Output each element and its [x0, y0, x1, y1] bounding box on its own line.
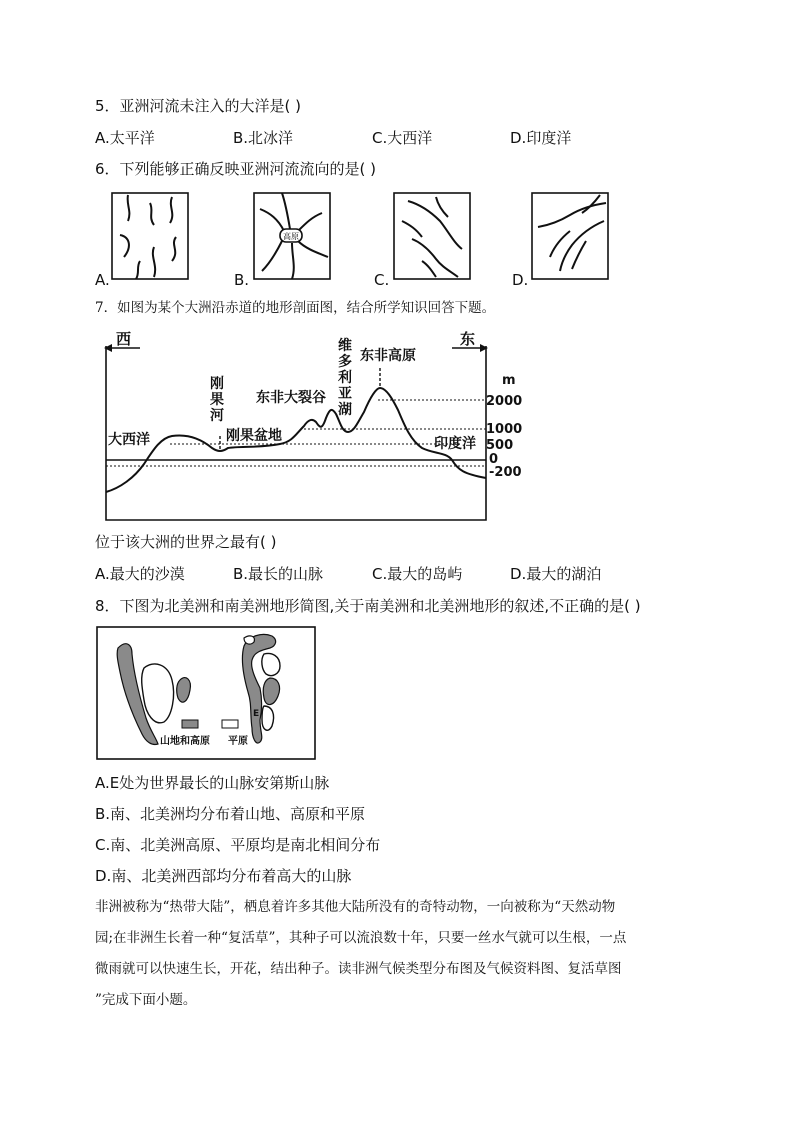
tick-500: 500	[486, 438, 514, 453]
q5-option-a[interactable]: A.太平洋	[95, 129, 155, 147]
q6-map-a[interactable]	[110, 191, 190, 285]
tick-2000: 2000	[486, 394, 523, 409]
q6-map-b[interactable]	[252, 191, 332, 285]
q8-americas-map	[96, 626, 318, 766]
q7-profile-figure	[100, 328, 530, 528]
q8-stem: 8．下图为北美洲和南美洲地形简图,关于南美洲和北美洲地形的叙述,不正确的是( )	[95, 597, 641, 615]
east-label: 东	[460, 330, 476, 348]
q7-stem: 7．如图为某个大洲沿赤道的地形剖面图，结合所学知识回答下题。	[95, 300, 496, 316]
q5-option-d[interactable]: D.印度洋	[510, 129, 572, 147]
q7-option-a[interactable]: A.最大的沙漠	[95, 565, 185, 583]
q5-stem: 5．亚洲河流未注入的大洋是( )	[95, 97, 302, 115]
q7-option-d[interactable]: D.最大的湖泊	[510, 565, 602, 583]
q7-question: 位于该大洲的世界之最有( )	[95, 533, 277, 551]
q5-option-b[interactable]: B.北冰洋	[233, 129, 294, 147]
q6-map-d[interactable]	[530, 191, 610, 285]
lake-victoria-label: 维多利亚湖	[338, 338, 352, 418]
tick-0: 0	[489, 452, 499, 467]
plateau-label: 东非高原	[360, 348, 416, 364]
congo-river-label: 刚果河	[210, 376, 224, 424]
q7-option-c[interactable]: C.最大的岛屿	[372, 565, 463, 583]
passage-line-4: ”完成下面小题。	[95, 992, 197, 1008]
unit-label: m	[502, 373, 516, 388]
rift-valley-label: 东非大裂谷	[256, 390, 326, 406]
passage-line-3: 微雨就可以快速生长，开花，结出种子。读非洲气候类型分布图及气候资料图、复活草图	[95, 961, 622, 977]
passage-line-1: 非洲被称为“热带大陆”，栖息着许多其他大陆所没有的奇特动物，一向被称为“天然动物	[95, 899, 616, 915]
q6-option-b[interactable]: B.	[234, 271, 250, 289]
marker-e: E	[253, 709, 260, 719]
congo-basin-label: 刚果盆地	[226, 428, 282, 444]
legend-plain-label: 平原	[228, 736, 248, 747]
q6-map-c[interactable]	[392, 191, 472, 285]
q6-map-b-label: 高原	[283, 232, 299, 241]
legend-mountain-label: 山地和高原	[160, 736, 210, 747]
q5-option-c[interactable]: C.大西洋	[372, 129, 433, 147]
west-label: 西	[116, 330, 132, 348]
passage-line-2: 园;在非洲生长着一种“复活草”，其种子可以流浪数十年，只要一丝水气就可以生根，一点	[95, 930, 627, 946]
q8-option-a[interactable]: A.E处为世界最长的山脉安第斯山脉	[95, 774, 330, 792]
tick-1000: 1000	[486, 422, 523, 437]
q6-option-d[interactable]: D.	[512, 271, 529, 289]
atlantic-label: 大西洋	[108, 432, 150, 448]
q8-option-c[interactable]: C.南、北美洲高原、平原均是南北相间分布	[95, 836, 381, 854]
q7-option-b[interactable]: B.最长的山脉	[233, 565, 324, 583]
q8-option-d[interactable]: D.南、北美洲西部均分布着高大的山脉	[95, 867, 352, 885]
q8-option-b[interactable]: B.南、北美洲均分布着山地、高原和平原	[95, 805, 366, 823]
q6-option-a[interactable]: A.	[95, 271, 110, 289]
q6-option-c[interactable]: C.	[374, 271, 390, 289]
indian-ocean-label: 印度洋	[434, 436, 476, 452]
q6-stem: 6．下列能够正确反映亚洲河流流向的是( )	[95, 160, 377, 178]
tick-neg200: -200	[489, 465, 522, 480]
